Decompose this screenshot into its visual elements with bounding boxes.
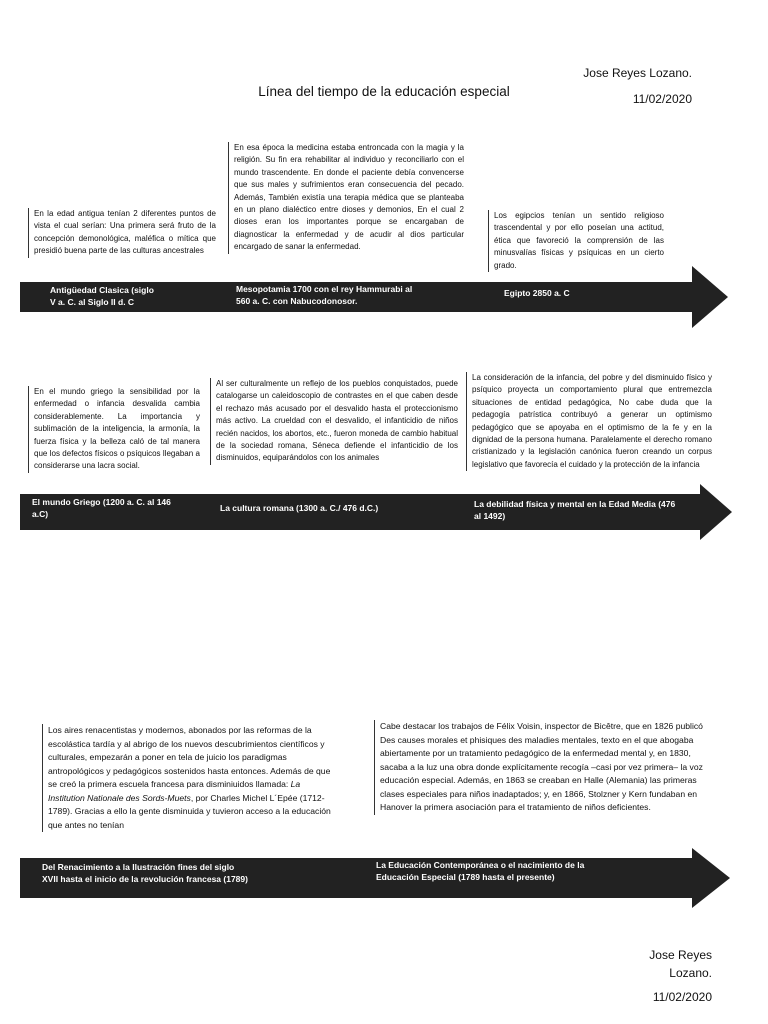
timeline-arrow-1 [20,266,732,328]
description-egipto [488,210,664,272]
description-text: En esa época la medicina estaba entroncada con la magia y la religión. Su fin era rehabilitar al individuo y reconciliarlo con el mundo trascendente. En donde el paciente debía convencerse que sus males y sufrimientos eran consecuencia del pecado. Además, También existía una terapia médica que se planteaba en un plano dialéctico entre dioses y demonios, En el cual 2 dioses eran los importantes porque se encargaban de diagnosticar la enfermedad y de acudir al dios particular encargado de sanar la enfermedad. [234,143,464,252]
description-text: En el mundo griego la sensibilidad por la enfermedad o infancia desvalida cambia considerablemente. La importancia y sublimación de la inteligencia, la armonía, la fuerza física y la belleza caló de tal manera que los defectos físicos o psíquicos llegaban a considerarse una lacra social. [34,387,200,471]
description-text: Los aires renacentistas y modernos, abonados por las reformas de la escolástica tardía y al abrigo de los nuevos descubrimientos científicos y culturales, empezarán a poner en tela de juicio los paradigmas antropológicos y pedagógicos sostenidos hasta entonces. Además de que se creó la primera escuela francesa para disminiuidos llamada: [48,725,331,789]
connector-line [466,372,467,471]
book-title: La Institution Nationale des Sords-Muets [48,779,301,803]
footer-author-line-1: Jose Reyes [649,948,712,962]
label-renacimiento: Del Renacimiento a la Ilustración fines del siglo XVII hasta el inicio de la revolución francesa (1789) [42,862,248,884]
description-romana [210,378,458,465]
description-text-continued: , por Charles Michel L´Epée (1712-1789). Gracias a ello la gente disminuida y tuvieron acceso a la educación que antes no tenían [48,792,331,830]
label-contemporanea: La Educación Contemporánea o el nacimiento de la Educación Especial (1789 hasta el presente) [376,860,585,882]
label-egipto: Egipto 2850 a. C [504,288,570,298]
label-mesopotamia: Mesopotamia 1700 con el rey Hammurabi al 560 a. C. con Nabucodonosor. [236,284,413,306]
footer-author-line-2: Lozano. [669,966,712,980]
connector-line [488,210,489,272]
document-date: 11/02/2020 [632,92,692,106]
connector-line [228,142,229,254]
description-text: Al ser culturalmente un reflejo de los pueblos conquistados, puede catalogarse un caleidoscopio de contrastes en el que caben desde el rechazo más acusado por el desvalido hasta el proteccionismo más activo. La crueldad con el desvalido, el infanticidio de niños recién nacidos, los abortos, etc., fueron moneda de cambio habitual de la sociedad romana, Séneca defiende el infanticidio de los disminuidos, equiparándolos con los animales [216,379,458,463]
description-edad-media [466,372,712,471]
connector-line [210,378,211,465]
description-antiguedad [28,208,216,258]
description-text: Cabe destacar los trabajos de Félix Voisin, inspector de Bicêtre, que en 1826 publicó Des causes morales et phisiques des maladies mentales, texto en el que abogaba abiertamente por un tratamiento pedagógico de la enfermedad mental y, en 1830, sacaba a la luz una obra donde explícitamente recogía –casi por vez primera– la voz educación especial. Además, en 1863 se creaban en Halle (Alemania) las primeras clases especiales para niños inadaptados; y, en 1866, Stolzner y Kern fundaban en Hanover la primera asociación para el tratamiento de niños deficientes. [380,721,703,812]
label-mundo-griego: El mundo Griego (1200 a. C. al 146 a.C) [32,497,171,519]
connector-line [374,720,375,815]
connector-line [42,724,43,832]
description-griego [28,386,200,473]
description-text: Los egipcios tenían un sentido religioso trascendental y por ello poseían una actitud, ética que favoreció la comprensión de las minusvalías físicas y psíquicas en un cierto grado. [494,211,664,270]
description-mesopotamia [228,142,464,254]
document-title: Línea del tiempo de la educación especial [258,84,510,99]
author-name: Jose Reyes Lozano. [583,66,692,80]
description-contemporanea [374,720,708,815]
footer-date: 11/02/2020 [652,990,712,1004]
footer-author [600,946,712,982]
label-antiguedad-clasica: Antigüedad Clasica (siglo V a. C. al Siglo II d. C [50,285,154,307]
description-renacimiento [42,724,334,832]
description-text: La consideración de la infancia, del pobre y del disminuido físico y psíquico proyecta un comportamiento plural que entremezcla situaciones de entidad pedagógica, No cabe duda que la pedagogía patrística contribuyó a generar un optimismo pedagógico que se apoyaba en el optimismo de la fe y en la dignidad de la persona humana. Paralelamente el derecho romano cristianizado y la legislación canónica fueron creando un corpus legislativo que favorecía el cuidado y la protección de la infancia [472,373,712,469]
label-cultura-romana: La cultura romana (1300 a. C./ 476 d.C.) [220,503,379,513]
connector-line [28,386,29,473]
connector-line [28,208,29,258]
timeline-arrow-3 [20,848,732,908]
timeline-arrow-2 [20,484,732,540]
label-edad-media: La debilidad física y mental en la Edad Media (476 al 1492) [474,499,676,521]
description-text: En la edad antigua tenían 2 diferentes puntos de vista el cual serían: Una primera será fruto de la concepción demonológica, maléfica o mítica que presidió buena parte de las culturas ancestrales [34,209,216,256]
